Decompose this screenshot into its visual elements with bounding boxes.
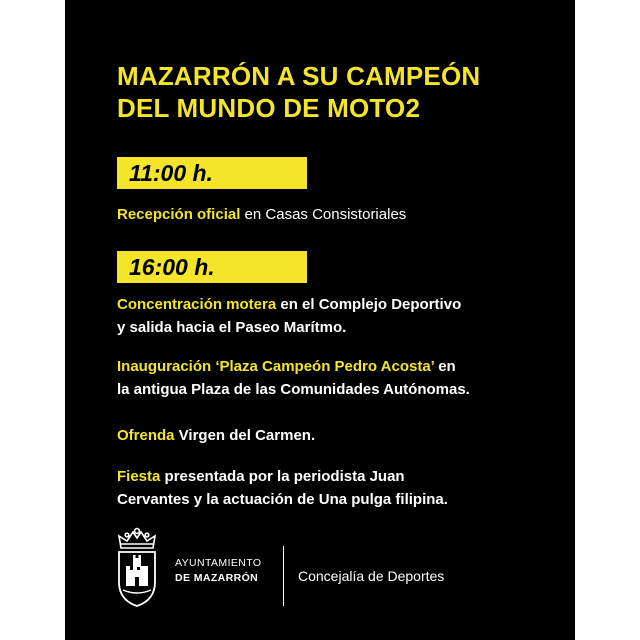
- event-highlight: Fiesta: [117, 468, 161, 485]
- event-poster: [65, 0, 575, 640]
- footer: [113, 526, 533, 608]
- footer-divider: [283, 546, 284, 606]
- event-text: en Casas Consistoriales: [240, 206, 407, 223]
- department-name: Concejalía de Deportes: [298, 568, 445, 584]
- event-inauguracion: [117, 355, 470, 401]
- event-highlight: Ofrenda: [117, 427, 175, 444]
- event-fiesta: [117, 465, 448, 511]
- municipality-name: [175, 556, 261, 586]
- event-text-line2: Cervantes y la actuación de Una pulga filipina.: [117, 491, 448, 508]
- poster-title: [117, 60, 480, 124]
- title-line-2: DEL MUNDO DE MOTO2: [117, 93, 421, 123]
- municipality-line-2: DE MAZARRÓN: [175, 572, 259, 584]
- event-text: presentada por la periodista Juan: [160, 468, 405, 485]
- event-concentracion: [117, 293, 461, 339]
- municipality-line-1: AYUNTAMIENTO: [175, 557, 262, 569]
- event-text-line2: y salida hacia el Paseo Marítmo.: [117, 319, 347, 336]
- time-badge-afternoon: 16:00 h.: [117, 251, 307, 283]
- event-highlight: Concentración motera: [117, 296, 277, 313]
- event-text-line2: la antigua Plaza de las Comunidades Autónomas.: [117, 381, 470, 398]
- event-text: en el Complejo Deportivo: [276, 296, 462, 313]
- event-highlight: Recepción oficial: [117, 206, 241, 223]
- event-highlight: Inauguración ‘Plaza Campeón Pedro Acosta’: [117, 358, 435, 375]
- title-line-1: MAZARRÓN A SU CAMPEÓN: [117, 61, 481, 91]
- event-recepcion: [117, 203, 406, 226]
- event-ofrenda: [117, 424, 315, 447]
- event-text: en: [434, 358, 456, 375]
- event-text: Virgen del Carmen.: [174, 427, 316, 444]
- time-badge-morning: 11:00 h.: [117, 157, 307, 189]
- coat-of-arms-icon: [113, 526, 161, 608]
